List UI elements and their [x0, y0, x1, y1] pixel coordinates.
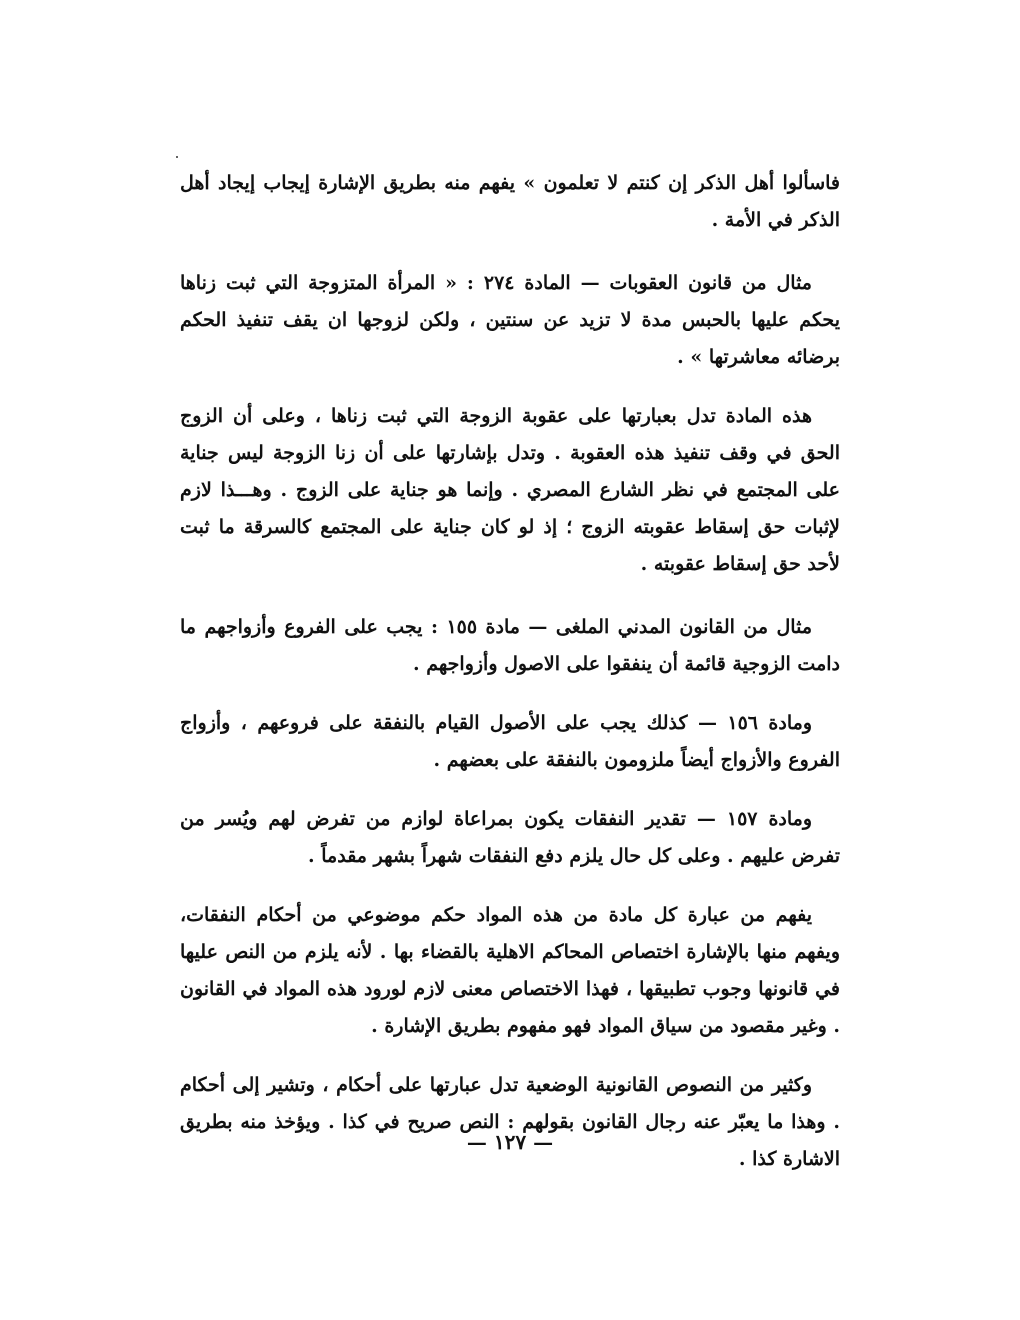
- paragraph-5: ومادة ١٥٦ — كذلك يجب على الأصول القيام بالنفقة على فروعهم ، وأزواج الفروع والأزواج أيضاً ملزومون بالنفقة على بعضهم .: [180, 712, 840, 771]
- body-text: [180, 165, 840, 1178]
- stray-dot: [176, 156, 178, 158]
- paragraph-1: فاسألوا أهل الذكر إن كنتم لا تعلمون » يفهم منه بطريق الإشارة إيجاب إيجاد أهل الذكر في الأمة .: [180, 172, 840, 231]
- paragraph-8: وكثير من النصوص القانونية الوضعية تدل عبارتها على أحكام ، وتشير إلى أحكام . وهذا ما يعبّر عنه رجال القانون بقولهم : النص صريح في كذا . ويؤخذ منه بطريق الاشارة كذا .: [180, 1074, 840, 1170]
- page-number: — ١٢٧ —: [466, 1130, 554, 1154]
- paragraph-3: هذه المادة تدل بعبارتها على عقوبة الزوجة التي ثبت زناها ، وعلى أن الزوج الحق في وقف تنفيذ هذه العقوبة . وتدل بإشارتها على أن زنا الزوجة ليس جناية على المجتمع في نظر الشارع المصري . وإنما هو جناية على الزوج . وهـــذا لازم لإثبات حق إسقاط عقوبته الزوج ؛ إذ لو كان جناية على المجتمع كالسرقة ما ثبت لأحد حق إسقاط عقوبته .: [180, 405, 840, 575]
- paragraph-4: مثال من القانون المدني الملغى — مادة ١٥٥ : يجب على الفروع وأزواجهم ما دامت الزوجية قائمة أن ينفقوا على الاصول وأزواجهم .: [180, 616, 840, 675]
- paragraph-6: ومادة ١٥٧ — تقدير النفقات يكون بمراعاة لوازم من تفرض لهم ويُسر من تفرض عليهم . وعلى كل حال يلزم دفع النفقات شهراً بشهر مقدماً .: [180, 808, 840, 867]
- paragraph-7: يفهم من عبارة كل مادة من هذه المواد حكم موضوعي من أحكام النفقات، ويفهم منها بالإشارة اختصاص المحاكم الاهلية بالقضاء بها . لأنه يلزم من النص عليها في قانونها وجوب تطبيقها ، فهذا الاختصاص معنى لازم لورود هذه المواد في القانون . وغير مقصود من سياق المواد فهو مفهوم بطريق الإشارة .: [180, 904, 840, 1037]
- paragraph-2: مثال من قانون العقوبات — المادة ٢٧٤ : « المرأة المتزوجة التي ثبت زناها يحكم عليها بالحبس مدة لا تزيد عن سنتين ، ولكن لزوجها ان يقف تنفيذ الحكم برضائه معاشرتها » .: [180, 272, 840, 368]
